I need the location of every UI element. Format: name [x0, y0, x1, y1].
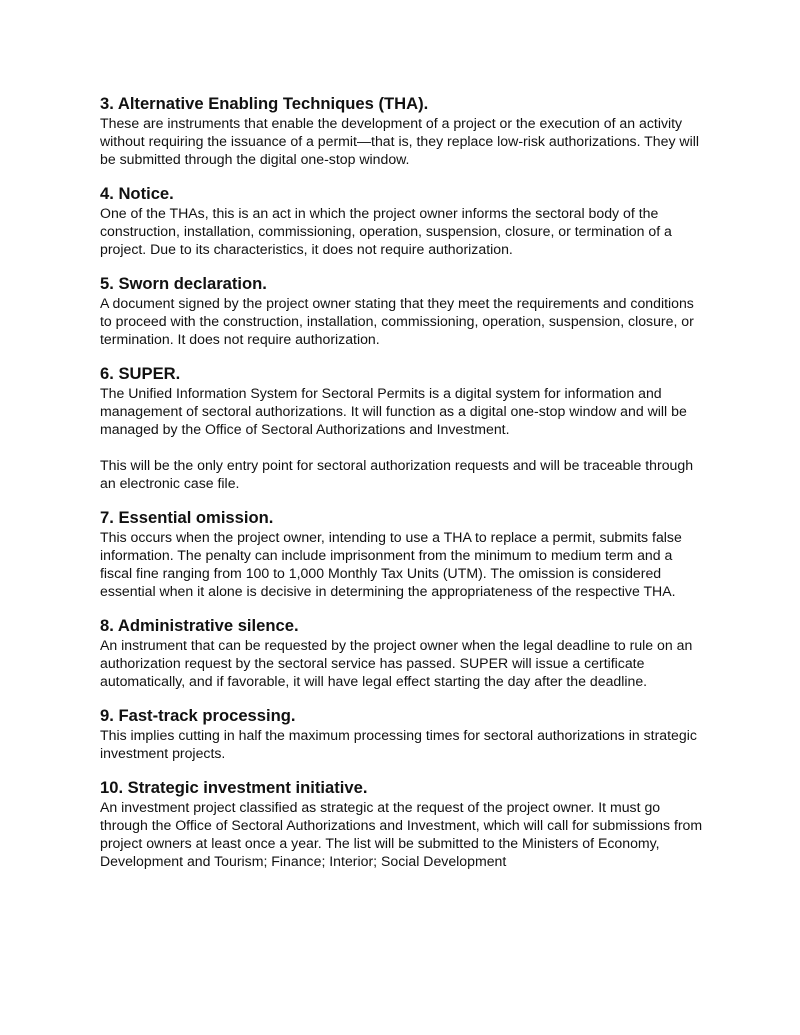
section-administrative-silence — [100, 616, 704, 690]
section-essential-omission — [100, 508, 704, 600]
section-paragraph: This implies cutting in half the maximum processing times for sectoral authorizations in strategic investment projects. — [100, 727, 697, 761]
document-page — [100, 94, 704, 886]
section-title: 10. Strategic investment initiative. — [100, 778, 368, 797]
section-title: 3. Alternative Enabling Techniques (THA). — [100, 94, 429, 113]
section-paragraph: An instrument that can be requested by the project owner when the legal deadline to rule on an authorization request by the sectoral service has passed. SUPER will issue a certificate automatically, and if favorable, it will have legal effect starting the day after the deadline. — [100, 637, 693, 689]
section-title: 9. Fast-track processing. — [100, 706, 296, 725]
section-paragraph: This will be the only entry point for sectoral authorization requests and will be traceable through an electronic case file. — [100, 457, 694, 491]
section-super — [100, 364, 704, 492]
section-title: 5. Sworn declaration. — [100, 274, 267, 293]
section-paragraph: One of the THAs, this is an act in which the project owner informs the sectoral body of the construction, installation, commissioning, operation, suspension, closure, or termination of a project. Due to its characteristics, it does not require authorization. — [100, 205, 672, 257]
section-notice — [100, 184, 704, 258]
section-title: 4. Notice. — [100, 184, 174, 203]
section-strategic-investment — [100, 778, 704, 870]
section-title: 7. Essential omission. — [100, 508, 274, 527]
section-title: 8. Administrative silence. — [100, 616, 299, 635]
section-paragraph: An investment project classified as strategic at the request of the project owner. It must go through the Office of Sectoral Authorizations and Investment, which will call for submissions from project owners at least once a year. The list will be submitted to the Ministers of Economy, Development and Tourism; Finance; Interior; Social Development — [100, 799, 703, 869]
section-paragraph: A document signed by the project owner stating that they meet the requirements and conditions to proceed with the construction, installation, commissioning, operation, suspension, closure, or termination. It does not require authorization. — [100, 295, 694, 347]
section-fast-track — [100, 706, 704, 762]
section-paragraph: This occurs when the project owner, intending to use a THA to replace a permit, submits false information. The penalty can include imprisonment from the minimum to medium term and a fiscal fine ranging from 100 to 1,000 Monthly Tax Units (UTM). The omission is considered essential when it alone is decisive in determining the appropriateness of the respective THA. — [100, 529, 682, 599]
section-tha — [100, 94, 704, 168]
section-paragraph: These are instruments that enable the development of a project or the execution of an activity without requiring the issuance of a permit—that is, they replace low-risk authorizations. They will be submitted through the digital one-stop window. — [100, 115, 699, 167]
section-paragraph: The Unified Information System for Sectoral Permits is a digital system for information and management of sectoral authorizations. It will function as a digital one-stop window and will be managed by the Office of Sectoral Authorizations and Investment. — [100, 385, 687, 437]
section-title: 6. SUPER. — [100, 364, 181, 383]
section-sworn-declaration — [100, 274, 704, 348]
